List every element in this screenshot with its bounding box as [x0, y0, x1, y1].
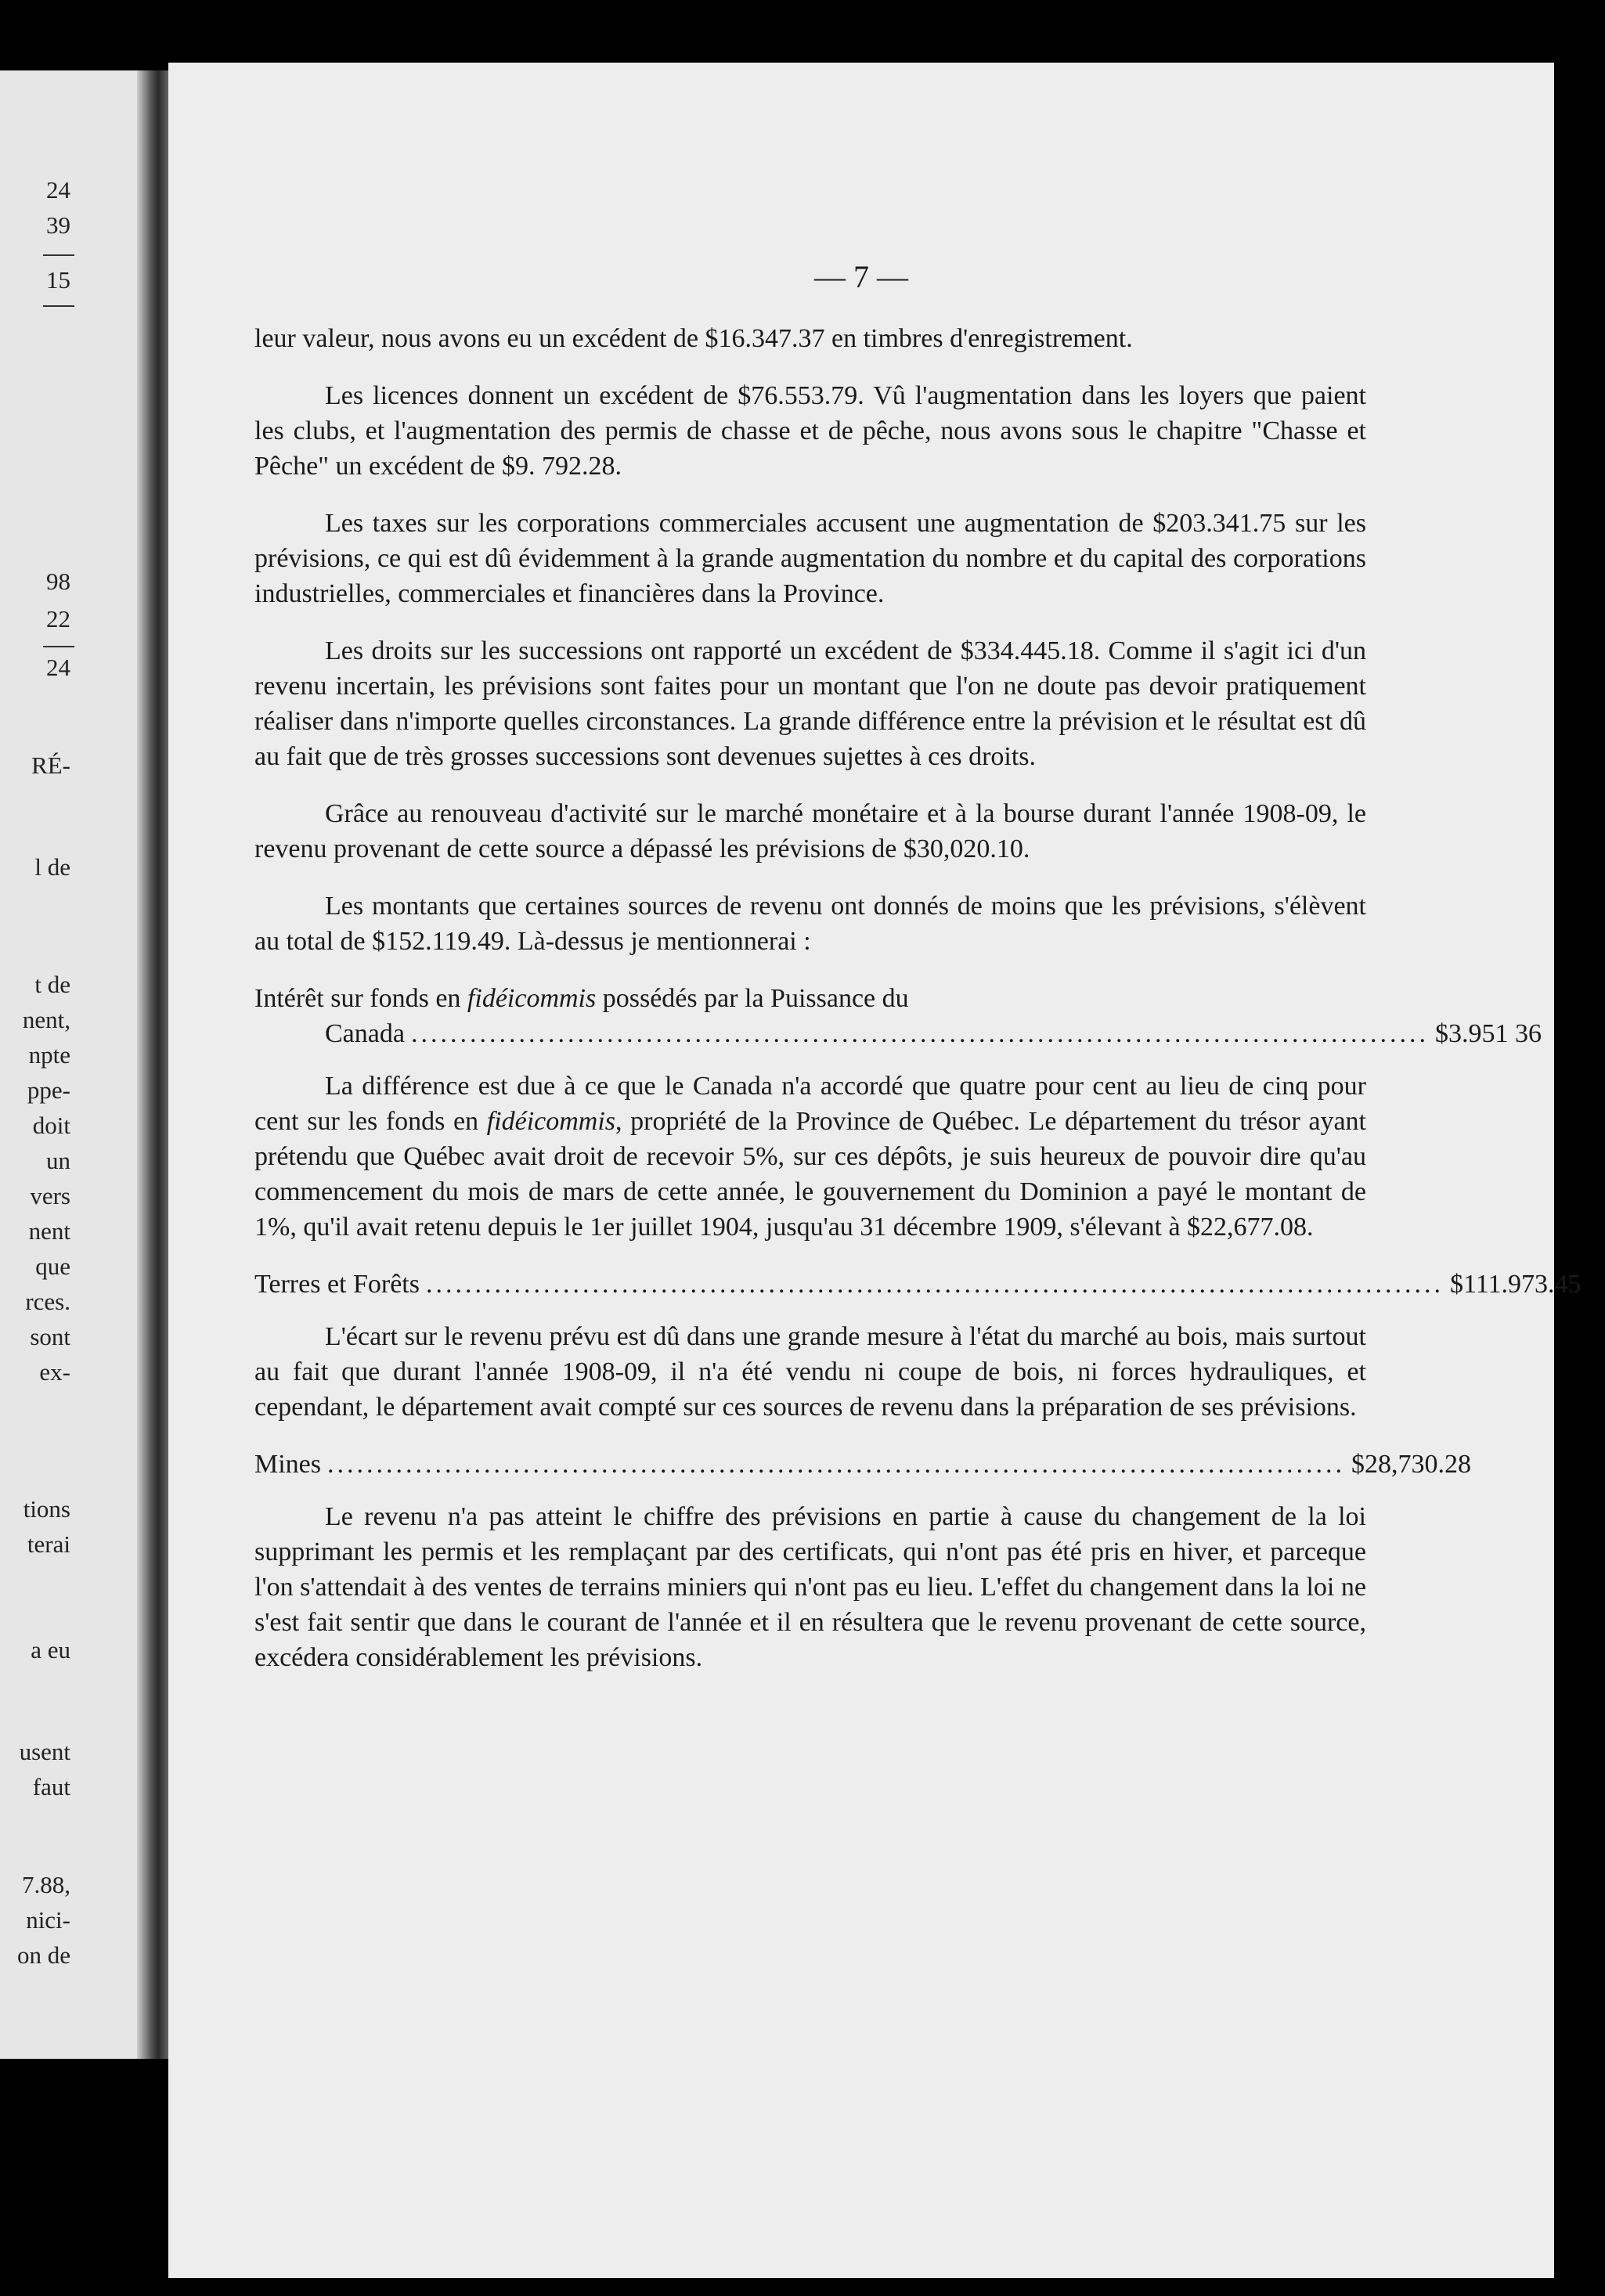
margin-fragment: a eu [31, 1636, 70, 1663]
mines-amount: $28,730.28 [1351, 1450, 1471, 1479]
forests-item: Terres et Forêts ........................................................................................................ $111.973.45 [254, 1267, 1366, 1302]
margin-fragment: nent, [22, 1006, 70, 1033]
page-number: — 7 — [814, 259, 908, 294]
interest-amount: $3.951 36 [1434, 1019, 1542, 1048]
book-binding [137, 70, 172, 2059]
margin-fragment: 24 [46, 176, 70, 204]
margin-fragment: RÉ- [31, 752, 70, 779]
margin-fragment: un [46, 1147, 70, 1174]
margin-fragment: vers [30, 1182, 70, 1209]
paragraph: Les montants que certaines sources de revenu ont donnés de moins que les prévisions, s'élèvent au total de $152.119.49. Là-dessus je mentionnerai : [254, 892, 1366, 956]
margin-fragment: terai [27, 1530, 70, 1558]
leader-dots: ........................................................................................................ [410, 1019, 1429, 1048]
paragraph: Les licences donnent un excédent de $76.553.79. Vû l'augmentation dans les loyers que paient les clubs, et l'augmentation des permis de chasse et de pêche, nous avons sous le chapitre "Chasse et Pêche" un excédent de $9. 792.28. [254, 381, 1366, 481]
margin-fragment: 7.88, [22, 1871, 70, 1898]
interest-item-line2: Canada ........................................................................................................ $3.951 36 [254, 1016, 1366, 1051]
interest-item-line1: Intérêt sur fonds en fidéicommis possédés par la Puissance du [254, 984, 909, 1013]
interest-item [254, 981, 1542, 1051]
margin-fragment: 39 [46, 211, 70, 239]
paragraph: Grâce au renouveau d'activité sur le marché monétaire et à la bourse durant l'année 1908-09, le revenu provenant de cette source a dépassé les prévisions de $30,020.10. [254, 799, 1366, 863]
margin-fragment: t de [34, 971, 70, 998]
margin-fragment: npte [28, 1041, 70, 1069]
margin-fragment: nent [28, 1217, 70, 1245]
margin-fragment: l de [34, 853, 70, 881]
margin-fragment: ppe- [27, 1076, 70, 1104]
paragraph: Les taxes sur les corporations commerciales accusent une augmentation de $203.341.75 sur les prévisions, ce qui est dû évidemment à la grande augmentation du nombre et du capital des corporations industrielles, commerciales et financières dans la Province. [254, 509, 1366, 608]
forests-amount: $111.973.45 [1450, 1270, 1582, 1299]
margin-fragment: que [35, 1253, 70, 1280]
margin-fragment: tions [23, 1495, 70, 1523]
paragraph: Les droits sur les successions ont rapporté un excédent de $334.445.18. Comme il s'agit ici d'un revenu incertain, les prévisions sont faites pour un montant que l'on ne doute pas devoir pratiquement réaliser dans n'importe quelles circonstances. La grande différence entre la prévision et le résultat est dû au fait que de très grosses successions sont devenues sujettes à ces droits. [254, 636, 1366, 771]
paragraph: Le revenu n'a pas atteint le chiffre des prévisions en partie à cause du changement de la loi supprimant les permis et les remplaçant par des certificats, qui n'ont pas été pris en hiver, et parceque l'on s'attendait à des ventes de terrains miniers qui n'ont pas eu lieu. L'effet du changement dans la loi ne s'est fait sentir que dans le courant de l'année et il en résultera que le revenu provenant de cette source, excédera considérablement les prévisions. [254, 1502, 1366, 1672]
margin-fragment: 24 [46, 654, 70, 681]
margin-fragment: usent [19, 1738, 70, 1765]
margin-fragment: doit [32, 1112, 70, 1139]
margin-rule [43, 305, 74, 307]
margin-rule [43, 254, 74, 256]
margin-fragment: on de [16, 1941, 70, 1969]
paragraph: leur valeur, nous avons eu un excédent de $16.347.37 en timbres d'enregistrement. [254, 324, 1133, 353]
margin-fragment: faut [32, 1773, 70, 1800]
margin-fragment: 22 [46, 605, 70, 633]
mines-item: Mines ........................................................................................................ $28,730.28 [254, 1447, 1366, 1482]
margin-fragment: 98 [46, 568, 70, 595]
margin-fragment: 15 [46, 266, 70, 294]
margin-fragment: ex- [39, 1358, 70, 1386]
leader-dots: ........................................................................................................ [327, 1450, 1345, 1479]
margin-fragment: rces. [25, 1288, 70, 1315]
document-page [168, 63, 1582, 2278]
margin-fragment: sont [30, 1323, 70, 1350]
margin-rule [43, 646, 74, 647]
leader-dots: ........................................................................................................ [426, 1270, 1444, 1299]
body-text [254, 321, 1582, 1697]
paragraph: La différence est due à ce que le Canada n'a accordé que quatre pour cent au lieu de cinq pour cent sur les fonds en fidéicommis, propriété de la Province de Québec. Le département du trésor ayant prétendu que Québec avait droit de recevoir 5%, sur ces dépôts, je suis heureux de pouvoir dire qu'au commencement du mois de mars de cette année, le gouvernement du Dominion a payé le montant de 1%, qu'il avait retenu depuis le 1er juillet 1904, jusqu'au 31 décembre 1909, s'élevant à $22,677.08. [254, 1072, 1366, 1242]
margin-fragment: nici- [26, 1906, 70, 1934]
paragraph: L'écart sur le revenu prévu est dû dans une grande mesure à l'état du marché au bois, mais surtout au fait que durant l'année 1908-09, il n'a été vendu ni coupe de bois, ni forces hydrauliques, et cependant, le département avait compté sur ces sources de revenu dans la préparation de ses prévisions. [254, 1322, 1366, 1422]
